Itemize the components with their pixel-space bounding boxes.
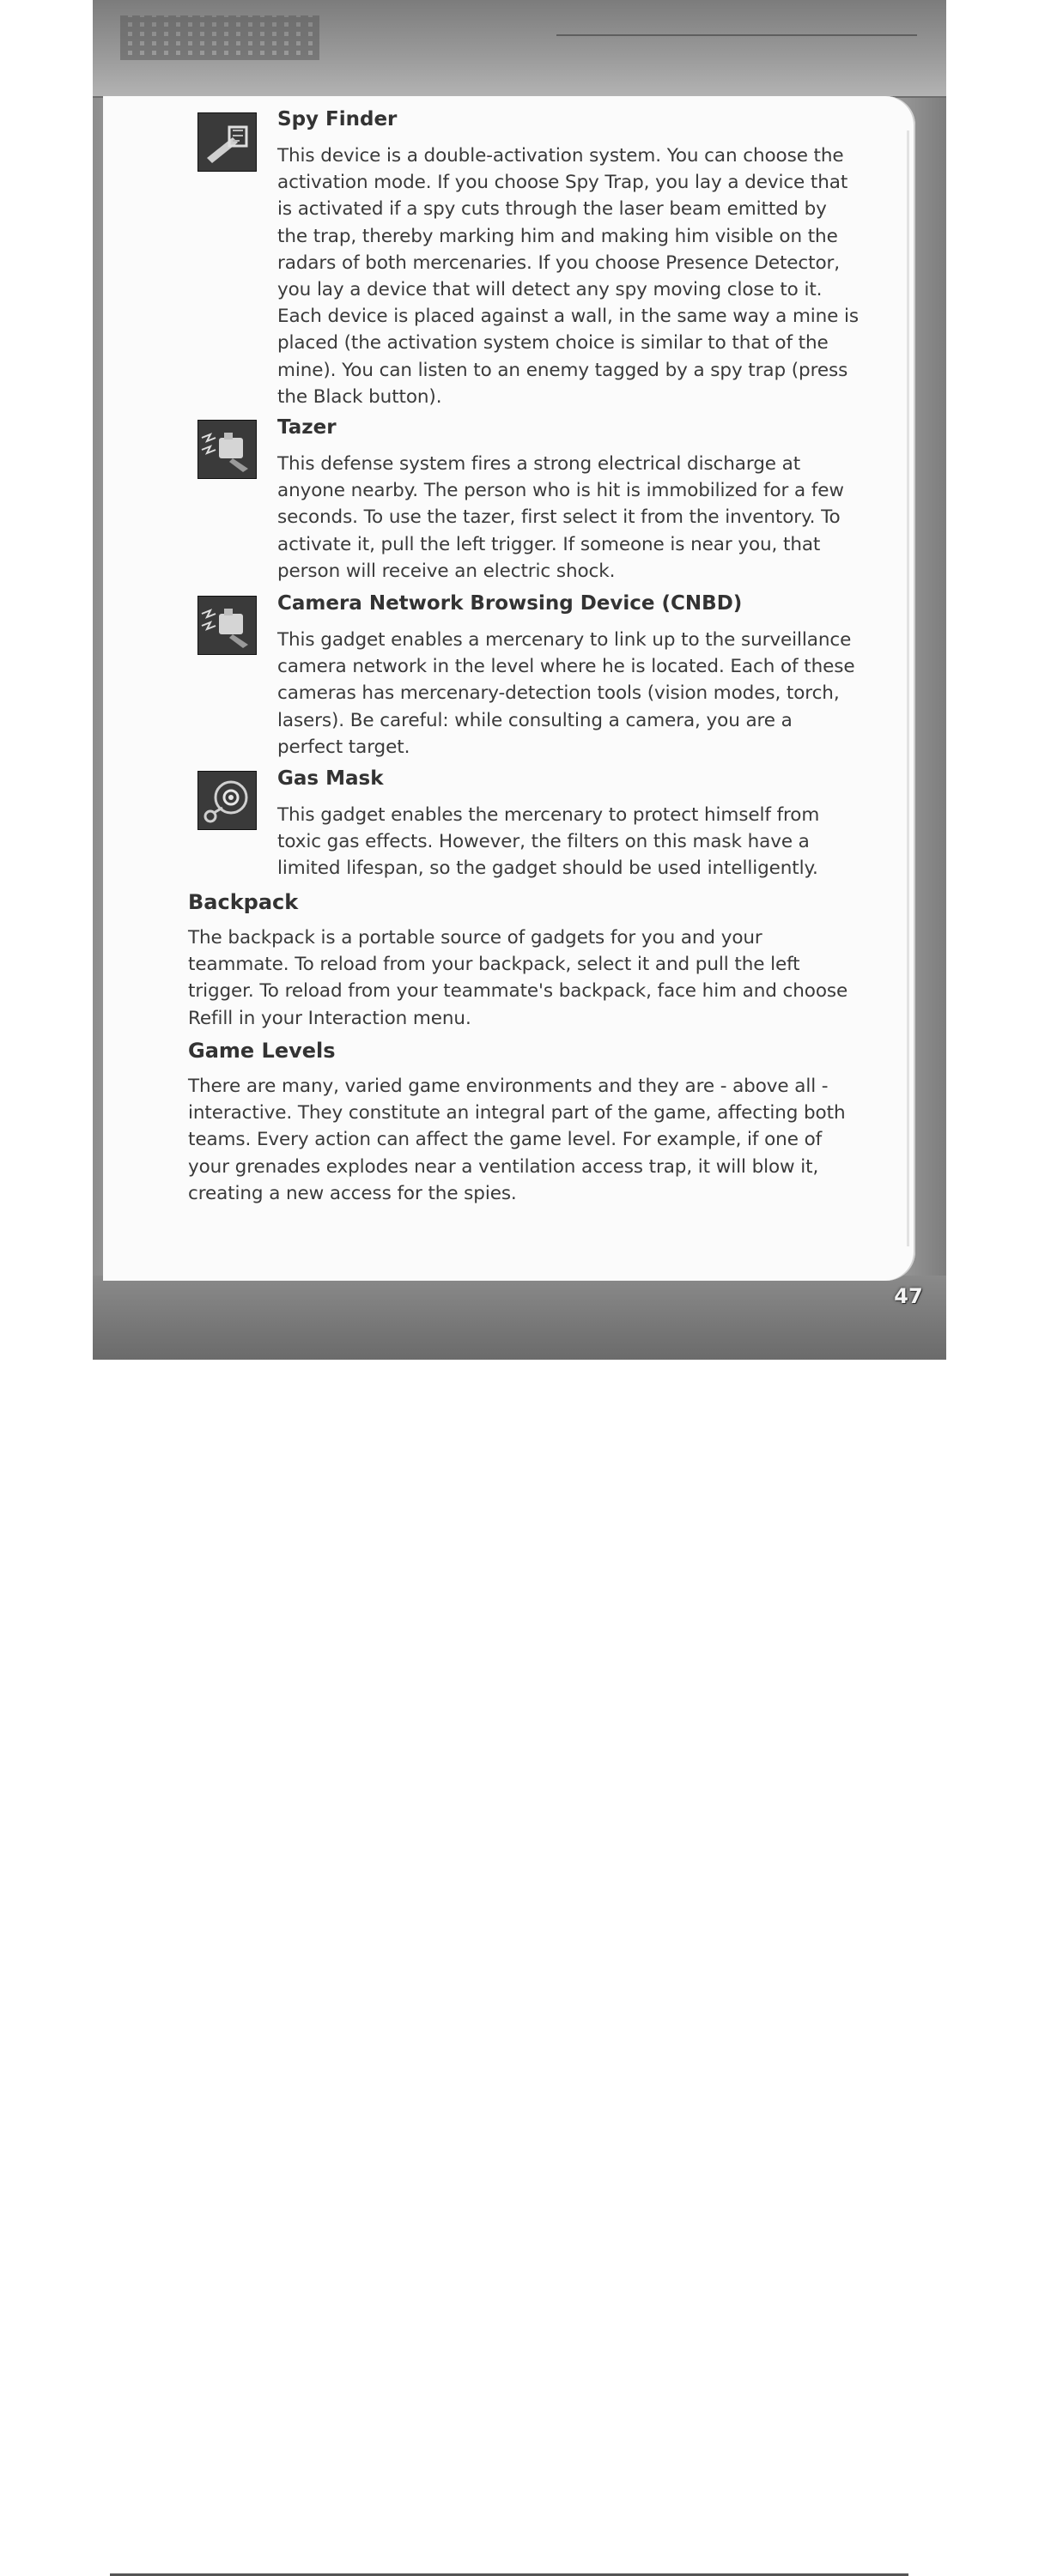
spy-finder-description: This device is a double-activation system. You can choose the activation mode. If you choose Spy Trap, you lay a device that is activated if a spy cuts through the laser beam emitted by the trap, thereby marking him and making him visible on the radars of both mercenaries. If you choose Presence Detector, you lay a device that will detect any spy moving close to it. Each device is placed against a wall, in the same way a mine is placed (the activation system choice is similar to that of the mine). You can listen to an enemy tagged by a spy trap (press the Black button). xyxy=(277,145,860,408)
game-levels-heading: Game Levels xyxy=(188,1039,336,1063)
backpack-description: The backpack is a portable source of gadgets for you and your teammate. To reload from your backpack, select it and pull the left trigger. To reload from your teammate's backpack, face him and choose Refill in your Interaction menu. xyxy=(188,927,848,1029)
gas-mask-description: This gadget enables the mercenary to protect himself from toxic gas effects. However, the filters on this mask have a limited lifespan, so the gadget should be used intelligently. xyxy=(277,804,820,880)
cnbd-icon xyxy=(197,596,257,655)
game-levels-description: There are many, varied game environments and they are - above all - interactive. They constitute an integral part of the game, affecting both teams. Every action can affect the game level. For example, if one of your grenades explodes near a ventilation access trap, it will blow it, creating a new access for the spies. xyxy=(188,1076,846,1204)
header-band xyxy=(93,0,946,98)
gas-mask-icon xyxy=(197,771,257,830)
tazer-title: Tazer xyxy=(277,416,337,439)
pixel-logo-decoration xyxy=(120,15,319,60)
header-rule xyxy=(556,34,917,36)
cnbd-title: Camera Network Browsing Device (CNBD) xyxy=(277,592,743,615)
page-number: 47 xyxy=(894,1284,923,1308)
spy-finder-icon xyxy=(197,112,257,172)
cnbd-description: This gadget enables a mercenary to link up to the surveillance camera network in the level where he is located. Each of these cameras has mercenary-detection tools (vision modes, torch, lasers). Be careful: while consulting a camera, you are a perfect target. xyxy=(277,629,855,758)
gas-mask-title: Gas Mask xyxy=(277,767,384,790)
tazer-icon xyxy=(197,420,257,479)
spy-finder-title: Spy Finder xyxy=(277,108,398,130)
tazer-description: This defense system fires a strong electrical discharge at anyone nearby. The person who is hit is immobilized for a few seconds. To use the tazer, first select it from the inventory. To activate it, pull the left trigger. If someone is near you, that person will receive an electric shock. xyxy=(277,453,844,582)
backpack-heading: Backpack xyxy=(188,890,299,914)
footer-band xyxy=(93,1276,946,1360)
panel-edge-line xyxy=(907,130,909,1246)
